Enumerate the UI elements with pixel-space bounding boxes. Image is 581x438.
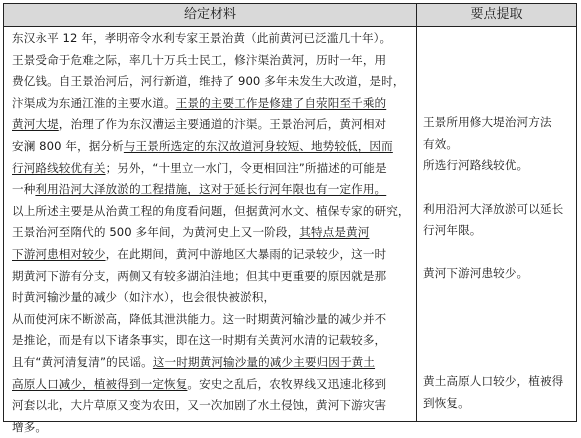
key-point-line: 行河年限。 [423, 223, 482, 238]
text-segment: ；另外，“十里立一水门，令更相回注”所描述的可能是 [105, 160, 387, 175]
material-line [12, 136, 412, 158]
underlined-text: 这一时期黄河输沙量的减少主要归因于黄土 [152, 354, 376, 369]
material-line [12, 114, 412, 136]
underlined-text: 其特点是黄河 [299, 225, 370, 240]
text-segment: 是推论，而是有以下诸条事实，即在这一时期有关黄河水清的记载较多， [12, 333, 387, 348]
text-segment: 增多。 [12, 419, 48, 434]
material-line [12, 179, 412, 201]
material-line [12, 28, 412, 50]
text-segment: 东汉永平 12 年，孝明帝令水利专家王景治黄（此前黄河已泛滥几十年）。 [12, 31, 392, 45]
key-point [423, 199, 575, 242]
material-line [12, 93, 412, 115]
material-line [12, 395, 412, 417]
text-segment: ，在此期间，黄河中游地区大暴雨的记录较少，这一时 [105, 246, 387, 261]
underlined-text: 王景的主要工作是修建了自荥阳至千乘的 [175, 95, 387, 110]
key-point-line: 王景所用修大堤治河方法 [423, 115, 552, 130]
key-point-line: 所选行河路线较优。 [423, 158, 529, 173]
material-line [12, 222, 412, 244]
text-segment: 从而使河床不断淤高，降低其泄洪能力。这一时期黄河输沙量的减少并不 [12, 311, 387, 326]
material-line [12, 417, 412, 438]
material-table [3, 3, 577, 434]
underlined-text: 下游河患相对较少 [12, 246, 106, 261]
key-point [423, 263, 575, 285]
material-line [12, 352, 412, 374]
key-point [423, 371, 575, 414]
material-line [12, 309, 412, 331]
underlined-text: 行河路线较优有关 [12, 160, 106, 175]
text-segment: 且有“黄河清复清”的民谣。 [12, 354, 153, 369]
underlined-text: 与王景所选定的东汉故道河身较短、地势较低，因而 [123, 138, 393, 153]
material-line [12, 50, 412, 72]
key-point-line: 到恢复。 [423, 396, 470, 411]
text-segment: 河套以北，大片草原又变为农田，又一次加剧了水土侵蚀，黄河下游灾害 [12, 398, 387, 413]
text-segment: 以上所述主要是从治黄工程的角度看问题，但据黄河水文、植保专家的研究， [12, 203, 410, 218]
text-segment: 王景治河至隋代的 500 多年间，为黄河史上又一阶段， [12, 225, 300, 240]
material-line [12, 158, 412, 180]
column-divider [416, 4, 417, 421]
material-line [12, 244, 412, 266]
material-text [12, 28, 412, 438]
text-segment: 一种 [12, 182, 36, 197]
text-segment: ，治理了作为东汉漕运主要通道的汴渠。王景治河后，黄河相对 [58, 117, 387, 132]
key-point-line: 黄河下游河患较少。 [423, 266, 529, 281]
header-given-material: 给定材料 [183, 7, 236, 22]
material-line [12, 266, 412, 288]
underlined-text: 利用沿河大泽放淤的工程措施，这对于延长行河年限也有一定作用。 [35, 182, 387, 197]
text-segment: 汴渠成为东通江淮的主要水道。 [12, 95, 176, 110]
text-segment: 费亿钱。自王景治河后，河行新道，维持了 900 多年未发生大改道，是时， [12, 74, 405, 89]
key-point [423, 155, 575, 177]
key-point-line: 利用沿河大泽放淤可以延长 [423, 201, 564, 216]
material-line [12, 374, 412, 396]
material-line [12, 71, 412, 93]
material-line [12, 201, 412, 223]
underlined-text: 黄河大堤 [12, 117, 59, 132]
key-point-line: 有效。 [423, 136, 459, 151]
header-key-points: 要点提取 [470, 7, 523, 22]
material-line [12, 287, 412, 309]
key-point-line: 黄土高原人口较少，植被得 [423, 374, 564, 389]
text-segment: 王景受命于危难之际，率几十万兵士民工，修汴渠治黄河，历时一年，用 [12, 52, 387, 67]
material-line [12, 330, 412, 352]
underlined-text: 高原人口减少，植被得到一定恢复 [12, 376, 188, 391]
text-segment: 期黄河下游有分支，两侧又有较多湖泊洼地；但其中更重要的原因就是那 [12, 268, 387, 283]
text-segment: 。安史之乱后，农牧界线又迅速北移到 [187, 376, 387, 391]
text-segment: 安澜 800 年，据分析 [12, 138, 124, 153]
key-point [423, 112, 575, 155]
text-segment: 时黄河输沙量的减少（如汴水），也会很快被淤积， [12, 290, 276, 305]
